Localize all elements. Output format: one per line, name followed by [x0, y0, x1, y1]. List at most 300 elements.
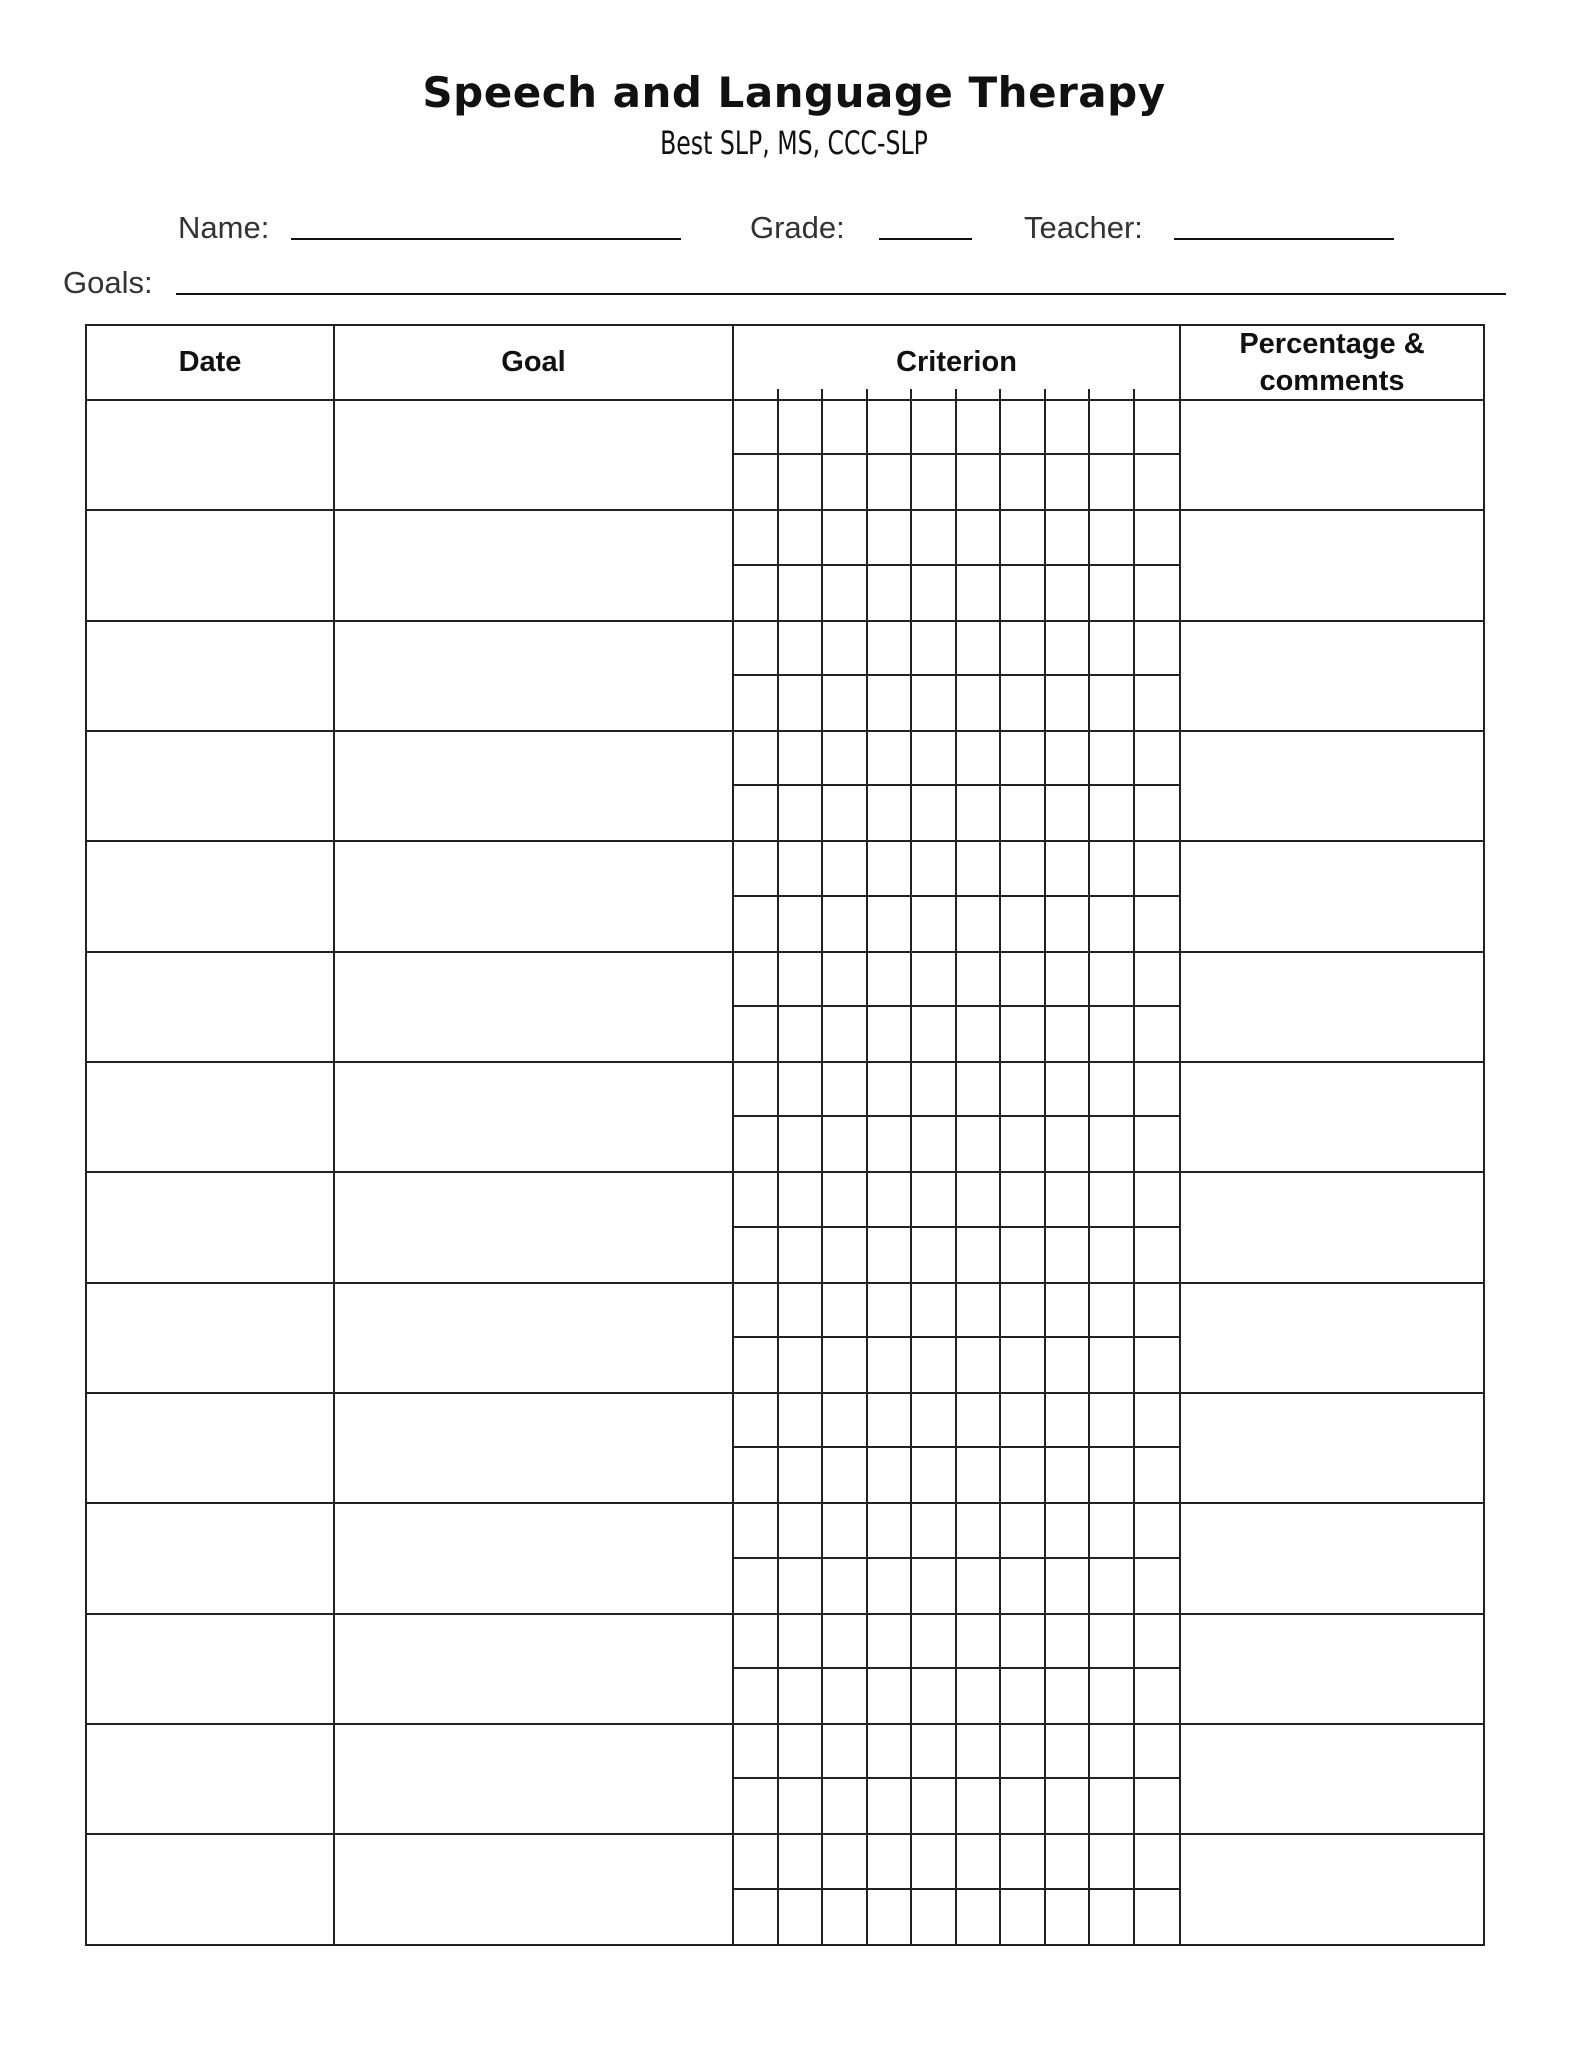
criterion-box[interactable] — [1001, 1284, 1046, 1338]
criterion-box[interactable] — [734, 1835, 779, 1889]
criterion-box[interactable] — [779, 622, 824, 676]
criterion-box[interactable] — [1046, 1835, 1091, 1889]
criterion-box[interactable] — [734, 1063, 779, 1117]
date-cell[interactable] — [86, 1614, 334, 1724]
criterion-box[interactable] — [957, 1338, 1002, 1392]
criterion-box[interactable] — [912, 455, 957, 509]
criterion-box[interactable] — [779, 953, 824, 1007]
criterion-box[interactable] — [1135, 511, 1180, 565]
criterion-box[interactable] — [868, 1063, 913, 1117]
date-cell[interactable] — [86, 1724, 334, 1834]
criterion-box[interactable] — [823, 401, 868, 455]
criterion-box[interactable] — [823, 842, 868, 896]
criterion-box[interactable] — [779, 511, 824, 565]
goal-cell[interactable] — [334, 400, 733, 510]
criterion-box[interactable] — [1135, 1063, 1180, 1117]
criterion-box[interactable] — [823, 1117, 868, 1171]
criterion-box[interactable] — [1046, 455, 1091, 509]
criterion-box[interactable] — [823, 1725, 868, 1779]
date-cell[interactable] — [86, 731, 334, 841]
criterion-box[interactable] — [1135, 842, 1180, 896]
criterion-box[interactable] — [734, 455, 779, 509]
criterion-box[interactable] — [779, 1890, 824, 1944]
criterion-box[interactable] — [779, 566, 824, 620]
criterion-box[interactable] — [734, 1615, 779, 1669]
criterion-box[interactable] — [1090, 511, 1135, 565]
criterion-box[interactable] — [779, 1504, 824, 1558]
goal-cell[interactable] — [334, 510, 733, 620]
criterion-box[interactable] — [823, 1228, 868, 1282]
criterion-box[interactable] — [1001, 1228, 1046, 1282]
criterion-box[interactable] — [957, 1228, 1002, 1282]
criterion-box[interactable] — [912, 401, 957, 455]
criterion-box[interactable] — [734, 401, 779, 455]
criterion-box[interactable] — [1090, 786, 1135, 840]
criterion-box[interactable] — [912, 1394, 957, 1448]
criterion-box[interactable] — [1090, 566, 1135, 620]
criterion-box[interactable] — [1046, 1559, 1091, 1613]
criterion-box[interactable] — [912, 1448, 957, 1502]
criterion-box[interactable] — [734, 622, 779, 676]
criterion-box[interactable] — [1001, 1504, 1046, 1558]
criterion-box[interactable] — [957, 1504, 1002, 1558]
criterion-box[interactable] — [868, 1725, 913, 1779]
criterion-box[interactable] — [912, 622, 957, 676]
criterion-box[interactable] — [1001, 1779, 1046, 1833]
criterion-box[interactable] — [823, 1835, 868, 1889]
criterion-box[interactable] — [779, 1779, 824, 1833]
criterion-box[interactable] — [779, 1835, 824, 1889]
criterion-box[interactable] — [1135, 1448, 1180, 1502]
criterion-box[interactable] — [1090, 1835, 1135, 1889]
criterion-box[interactable] — [1046, 1890, 1091, 1944]
criterion-box[interactable] — [1046, 1615, 1091, 1669]
criterion-box[interactable] — [957, 953, 1002, 1007]
criterion-box[interactable] — [912, 953, 957, 1007]
percentage-comments-cell[interactable] — [1180, 1393, 1484, 1503]
criterion-box[interactable] — [912, 676, 957, 730]
criterion-box[interactable] — [868, 1504, 913, 1558]
criterion-box[interactable] — [1090, 676, 1135, 730]
criterion-box[interactable] — [1001, 1448, 1046, 1502]
criterion-box[interactable] — [1046, 1504, 1091, 1558]
criterion-box[interactable] — [1046, 1284, 1091, 1338]
criterion-box[interactable] — [779, 1063, 824, 1117]
criterion-box[interactable] — [1135, 676, 1180, 730]
criterion-box[interactable] — [823, 1890, 868, 1944]
criterion-box[interactable] — [957, 732, 1002, 786]
criterion-box[interactable] — [1090, 1284, 1135, 1338]
criterion-box[interactable] — [912, 511, 957, 565]
criterion-box[interactable] — [912, 1173, 957, 1227]
criterion-box[interactable] — [1135, 566, 1180, 620]
criterion-box[interactable] — [734, 1890, 779, 1944]
criterion-box[interactable] — [912, 1338, 957, 1392]
criterion-box[interactable] — [1046, 786, 1091, 840]
criterion-box[interactable] — [734, 1504, 779, 1558]
criterion-box[interactable] — [1135, 1504, 1180, 1558]
criterion-box[interactable] — [1135, 1284, 1180, 1338]
criterion-box[interactable] — [957, 1890, 1002, 1944]
criterion-box[interactable] — [1135, 622, 1180, 676]
criterion-box[interactable] — [912, 1669, 957, 1723]
criterion-box[interactable] — [868, 1615, 913, 1669]
criterion-box[interactable] — [734, 1117, 779, 1171]
criterion-box[interactable] — [823, 1284, 868, 1338]
criterion-box[interactable] — [823, 1615, 868, 1669]
criterion-box[interactable] — [779, 1228, 824, 1282]
criterion-box[interactable] — [1090, 1063, 1135, 1117]
percentage-comments-cell[interactable] — [1180, 731, 1484, 841]
criterion-box[interactable] — [1046, 622, 1091, 676]
criterion-box[interactable] — [868, 732, 913, 786]
criterion-box[interactable] — [779, 1007, 824, 1061]
criterion-box[interactable] — [1090, 1559, 1135, 1613]
criterion-box[interactable] — [1046, 401, 1091, 455]
percentage-comments-cell[interactable] — [1180, 841, 1484, 951]
date-cell[interactable] — [86, 1172, 334, 1282]
criterion-box[interactable] — [868, 511, 913, 565]
percentage-comments-cell[interactable] — [1180, 1062, 1484, 1172]
percentage-comments-cell[interactable] — [1180, 1172, 1484, 1282]
date-cell[interactable] — [86, 1393, 334, 1503]
criterion-box[interactable] — [957, 511, 1002, 565]
criterion-box[interactable] — [1090, 401, 1135, 455]
criterion-box[interactable] — [1135, 1779, 1180, 1833]
criterion-box[interactable] — [779, 842, 824, 896]
criterion-box[interactable] — [823, 1779, 868, 1833]
teacher-field-line[interactable] — [1174, 238, 1394, 240]
percentage-comments-cell[interactable] — [1180, 400, 1484, 510]
criterion-box[interactable] — [1046, 511, 1091, 565]
criterion-box[interactable] — [1046, 1117, 1091, 1171]
criterion-box[interactable] — [957, 1173, 1002, 1227]
criterion-box[interactable] — [957, 1063, 1002, 1117]
criterion-box[interactable] — [1046, 953, 1091, 1007]
criterion-box[interactable] — [1001, 566, 1046, 620]
criterion-box[interactable] — [1135, 1615, 1180, 1669]
goal-cell[interactable] — [334, 621, 733, 731]
criterion-box[interactable] — [1001, 1615, 1046, 1669]
criterion-box[interactable] — [912, 1117, 957, 1171]
criterion-box[interactable] — [1001, 953, 1046, 1007]
criterion-box[interactable] — [912, 842, 957, 896]
criterion-box[interactable] — [823, 732, 868, 786]
goal-cell[interactable] — [334, 952, 733, 1062]
criterion-box[interactable] — [779, 1338, 824, 1392]
criterion-box[interactable] — [1135, 1007, 1180, 1061]
criterion-box[interactable] — [957, 1669, 1002, 1723]
criterion-box[interactable] — [734, 566, 779, 620]
criterion-box[interactable] — [1090, 842, 1135, 896]
criterion-box[interactable] — [912, 897, 957, 951]
percentage-comments-cell[interactable] — [1180, 1503, 1484, 1613]
percentage-comments-cell[interactable] — [1180, 1724, 1484, 1834]
criterion-box[interactable] — [823, 897, 868, 951]
criterion-box[interactable] — [734, 1669, 779, 1723]
criterion-box[interactable] — [734, 676, 779, 730]
criterion-box[interactable] — [823, 455, 868, 509]
criterion-box[interactable] — [957, 566, 1002, 620]
criterion-box[interactable] — [779, 1173, 824, 1227]
criterion-box[interactable] — [1001, 842, 1046, 896]
criterion-box[interactable] — [1090, 1725, 1135, 1779]
criterion-box[interactable] — [1001, 1890, 1046, 1944]
criterion-box[interactable] — [957, 1448, 1002, 1502]
criterion-box[interactable] — [779, 1725, 824, 1779]
criterion-box[interactable] — [957, 1835, 1002, 1889]
criterion-box[interactable] — [1090, 622, 1135, 676]
criterion-box[interactable] — [734, 842, 779, 896]
criterion-box[interactable] — [957, 676, 1002, 730]
criterion-box[interactable] — [1046, 676, 1091, 730]
criterion-box[interactable] — [1046, 1669, 1091, 1723]
criterion-box[interactable] — [1046, 732, 1091, 786]
criterion-box[interactable] — [1001, 1063, 1046, 1117]
criterion-box[interactable] — [912, 1007, 957, 1061]
criterion-box[interactable] — [957, 842, 1002, 896]
criterion-box[interactable] — [868, 786, 913, 840]
criterion-box[interactable] — [779, 401, 824, 455]
criterion-box[interactable] — [779, 1615, 824, 1669]
criterion-box[interactable] — [868, 455, 913, 509]
criterion-box[interactable] — [779, 1117, 824, 1171]
criterion-box[interactable] — [1001, 622, 1046, 676]
criterion-box[interactable] — [1135, 1559, 1180, 1613]
criterion-box[interactable] — [1046, 1779, 1091, 1833]
criterion-box[interactable] — [1001, 1725, 1046, 1779]
criterion-box[interactable] — [734, 732, 779, 786]
goal-cell[interactable] — [334, 1393, 733, 1503]
criterion-box[interactable] — [912, 1559, 957, 1613]
criterion-box[interactable] — [734, 786, 779, 840]
criterion-box[interactable] — [734, 511, 779, 565]
criterion-box[interactable] — [868, 1228, 913, 1282]
criterion-box[interactable] — [1046, 1725, 1091, 1779]
criterion-box[interactable] — [957, 455, 1002, 509]
criterion-box[interactable] — [779, 786, 824, 840]
criterion-box[interactable] — [1046, 1448, 1091, 1502]
criterion-box[interactable] — [823, 786, 868, 840]
criterion-box[interactable] — [1135, 1117, 1180, 1171]
criterion-box[interactable] — [868, 1779, 913, 1833]
criterion-box[interactable] — [823, 1504, 868, 1558]
criterion-box[interactable] — [1090, 732, 1135, 786]
criterion-box[interactable] — [957, 622, 1002, 676]
criterion-box[interactable] — [823, 1669, 868, 1723]
criterion-box[interactable] — [1001, 455, 1046, 509]
criterion-box[interactable] — [779, 1394, 824, 1448]
criterion-box[interactable] — [779, 1448, 824, 1502]
criterion-box[interactable] — [957, 1007, 1002, 1061]
criterion-box[interactable] — [1001, 401, 1046, 455]
criterion-box[interactable] — [868, 1835, 913, 1889]
criterion-box[interactable] — [912, 1063, 957, 1117]
criterion-box[interactable] — [734, 1173, 779, 1227]
criterion-box[interactable] — [957, 1615, 1002, 1669]
criterion-box[interactable] — [912, 1779, 957, 1833]
criterion-box[interactable] — [823, 1063, 868, 1117]
percentage-comments-cell[interactable] — [1180, 510, 1484, 620]
criterion-box[interactable] — [868, 1117, 913, 1171]
criterion-box[interactable] — [868, 566, 913, 620]
criterion-box[interactable] — [868, 1669, 913, 1723]
criterion-box[interactable] — [957, 1284, 1002, 1338]
criterion-box[interactable] — [1135, 897, 1180, 951]
criterion-box[interactable] — [823, 1007, 868, 1061]
criterion-box[interactable] — [823, 622, 868, 676]
criterion-box[interactable] — [912, 1284, 957, 1338]
criterion-box[interactable] — [779, 897, 824, 951]
criterion-box[interactable] — [1135, 1669, 1180, 1723]
criterion-box[interactable] — [1090, 1669, 1135, 1723]
criterion-box[interactable] — [779, 1669, 824, 1723]
date-cell[interactable] — [86, 400, 334, 510]
criterion-box[interactable] — [1090, 1338, 1135, 1392]
criterion-box[interactable] — [823, 1559, 868, 1613]
criterion-box[interactable] — [1001, 676, 1046, 730]
criterion-box[interactable] — [1001, 511, 1046, 565]
criterion-box[interactable] — [912, 732, 957, 786]
goal-cell[interactable] — [334, 731, 733, 841]
criterion-box[interactable] — [1046, 566, 1091, 620]
criterion-box[interactable] — [912, 1835, 957, 1889]
criterion-box[interactable] — [1001, 1559, 1046, 1613]
criterion-box[interactable] — [868, 676, 913, 730]
date-cell[interactable] — [86, 1062, 334, 1172]
name-field-line[interactable] — [291, 238, 681, 240]
criterion-box[interactable] — [734, 897, 779, 951]
percentage-comments-cell[interactable] — [1180, 1834, 1484, 1945]
criterion-box[interactable] — [779, 1284, 824, 1338]
criterion-box[interactable] — [734, 1559, 779, 1613]
criterion-box[interactable] — [1046, 842, 1091, 896]
date-cell[interactable] — [86, 841, 334, 951]
criterion-box[interactable] — [957, 1779, 1002, 1833]
criterion-box[interactable] — [868, 1394, 913, 1448]
criterion-box[interactable] — [734, 953, 779, 1007]
goal-cell[interactable] — [334, 1503, 733, 1613]
criterion-box[interactable] — [868, 1890, 913, 1944]
criterion-box[interactable] — [779, 676, 824, 730]
goal-cell[interactable] — [334, 1062, 733, 1172]
criterion-box[interactable] — [1135, 1890, 1180, 1944]
criterion-box[interactable] — [868, 1173, 913, 1227]
criterion-box[interactable] — [868, 622, 913, 676]
criterion-box[interactable] — [957, 1559, 1002, 1613]
criterion-box[interactable] — [1001, 1394, 1046, 1448]
criterion-box[interactable] — [957, 1117, 1002, 1171]
criterion-box[interactable] — [957, 1725, 1002, 1779]
criterion-box[interactable] — [1090, 1173, 1135, 1227]
criterion-box[interactable] — [1090, 1448, 1135, 1502]
criterion-box[interactable] — [1001, 1007, 1046, 1061]
criterion-box[interactable] — [1090, 1007, 1135, 1061]
criterion-box[interactable] — [1135, 1173, 1180, 1227]
criterion-box[interactable] — [823, 953, 868, 1007]
criterion-box[interactable] — [823, 1338, 868, 1392]
grade-field-line[interactable] — [879, 238, 972, 240]
criterion-box[interactable] — [1135, 1394, 1180, 1448]
criterion-box[interactable] — [912, 786, 957, 840]
criterion-box[interactable] — [1001, 897, 1046, 951]
criterion-box[interactable] — [868, 1338, 913, 1392]
criterion-box[interactable] — [1046, 1063, 1091, 1117]
criterion-box[interactable] — [868, 1284, 913, 1338]
criterion-box[interactable] — [1001, 1117, 1046, 1171]
criterion-box[interactable] — [1090, 1117, 1135, 1171]
criterion-box[interactable] — [957, 897, 1002, 951]
criterion-box[interactable] — [1046, 1338, 1091, 1392]
criterion-box[interactable] — [734, 1228, 779, 1282]
date-cell[interactable] — [86, 1283, 334, 1393]
criterion-box[interactable] — [957, 1394, 1002, 1448]
criterion-box[interactable] — [1090, 1890, 1135, 1944]
criterion-box[interactable] — [779, 455, 824, 509]
percentage-comments-cell[interactable] — [1180, 1283, 1484, 1393]
goal-cell[interactable] — [334, 1172, 733, 1282]
criterion-box[interactable] — [912, 1725, 957, 1779]
criterion-box[interactable] — [1046, 897, 1091, 951]
goal-cell[interactable] — [334, 841, 733, 951]
criterion-box[interactable] — [1001, 1669, 1046, 1723]
criterion-box[interactable] — [779, 1559, 824, 1613]
date-cell[interactable] — [86, 1503, 334, 1613]
criterion-box[interactable] — [734, 1725, 779, 1779]
criterion-box[interactable] — [912, 1228, 957, 1282]
criterion-box[interactable] — [1046, 1228, 1091, 1282]
criterion-box[interactable] — [868, 1559, 913, 1613]
criterion-box[interactable] — [868, 1007, 913, 1061]
criterion-box[interactable] — [734, 1394, 779, 1448]
percentage-comments-cell[interactable] — [1180, 952, 1484, 1062]
criterion-box[interactable] — [868, 1448, 913, 1502]
criterion-box[interactable] — [1046, 1173, 1091, 1227]
criterion-box[interactable] — [1135, 1228, 1180, 1282]
criterion-box[interactable] — [1001, 1338, 1046, 1392]
criterion-box[interactable] — [734, 1779, 779, 1833]
criterion-box[interactable] — [823, 1448, 868, 1502]
criterion-box[interactable] — [1135, 1338, 1180, 1392]
goal-cell[interactable] — [334, 1834, 733, 1945]
criterion-box[interactable] — [1090, 455, 1135, 509]
criterion-box[interactable] — [957, 786, 1002, 840]
percentage-comments-cell[interactable] — [1180, 1614, 1484, 1724]
criterion-box[interactable] — [1135, 455, 1180, 509]
criterion-box[interactable] — [823, 1394, 868, 1448]
criterion-box[interactable] — [1135, 786, 1180, 840]
criterion-box[interactable] — [1001, 1835, 1046, 1889]
criterion-box[interactable] — [868, 842, 913, 896]
criterion-box[interactable] — [823, 676, 868, 730]
criterion-box[interactable] — [823, 511, 868, 565]
criterion-box[interactable] — [1046, 1007, 1091, 1061]
criterion-box[interactable] — [734, 1448, 779, 1502]
criterion-box[interactable] — [823, 566, 868, 620]
criterion-box[interactable] — [912, 1504, 957, 1558]
criterion-box[interactable] — [912, 1890, 957, 1944]
criterion-box[interactable] — [912, 1615, 957, 1669]
criterion-box[interactable] — [868, 953, 913, 1007]
criterion-box[interactable] — [957, 401, 1002, 455]
criterion-box[interactable] — [1001, 732, 1046, 786]
date-cell[interactable] — [86, 1834, 334, 1945]
criterion-box[interactable] — [1090, 1228, 1135, 1282]
criterion-box[interactable] — [779, 732, 824, 786]
criterion-box[interactable] — [1090, 1779, 1135, 1833]
criterion-box[interactable] — [1090, 1394, 1135, 1448]
date-cell[interactable] — [86, 510, 334, 620]
